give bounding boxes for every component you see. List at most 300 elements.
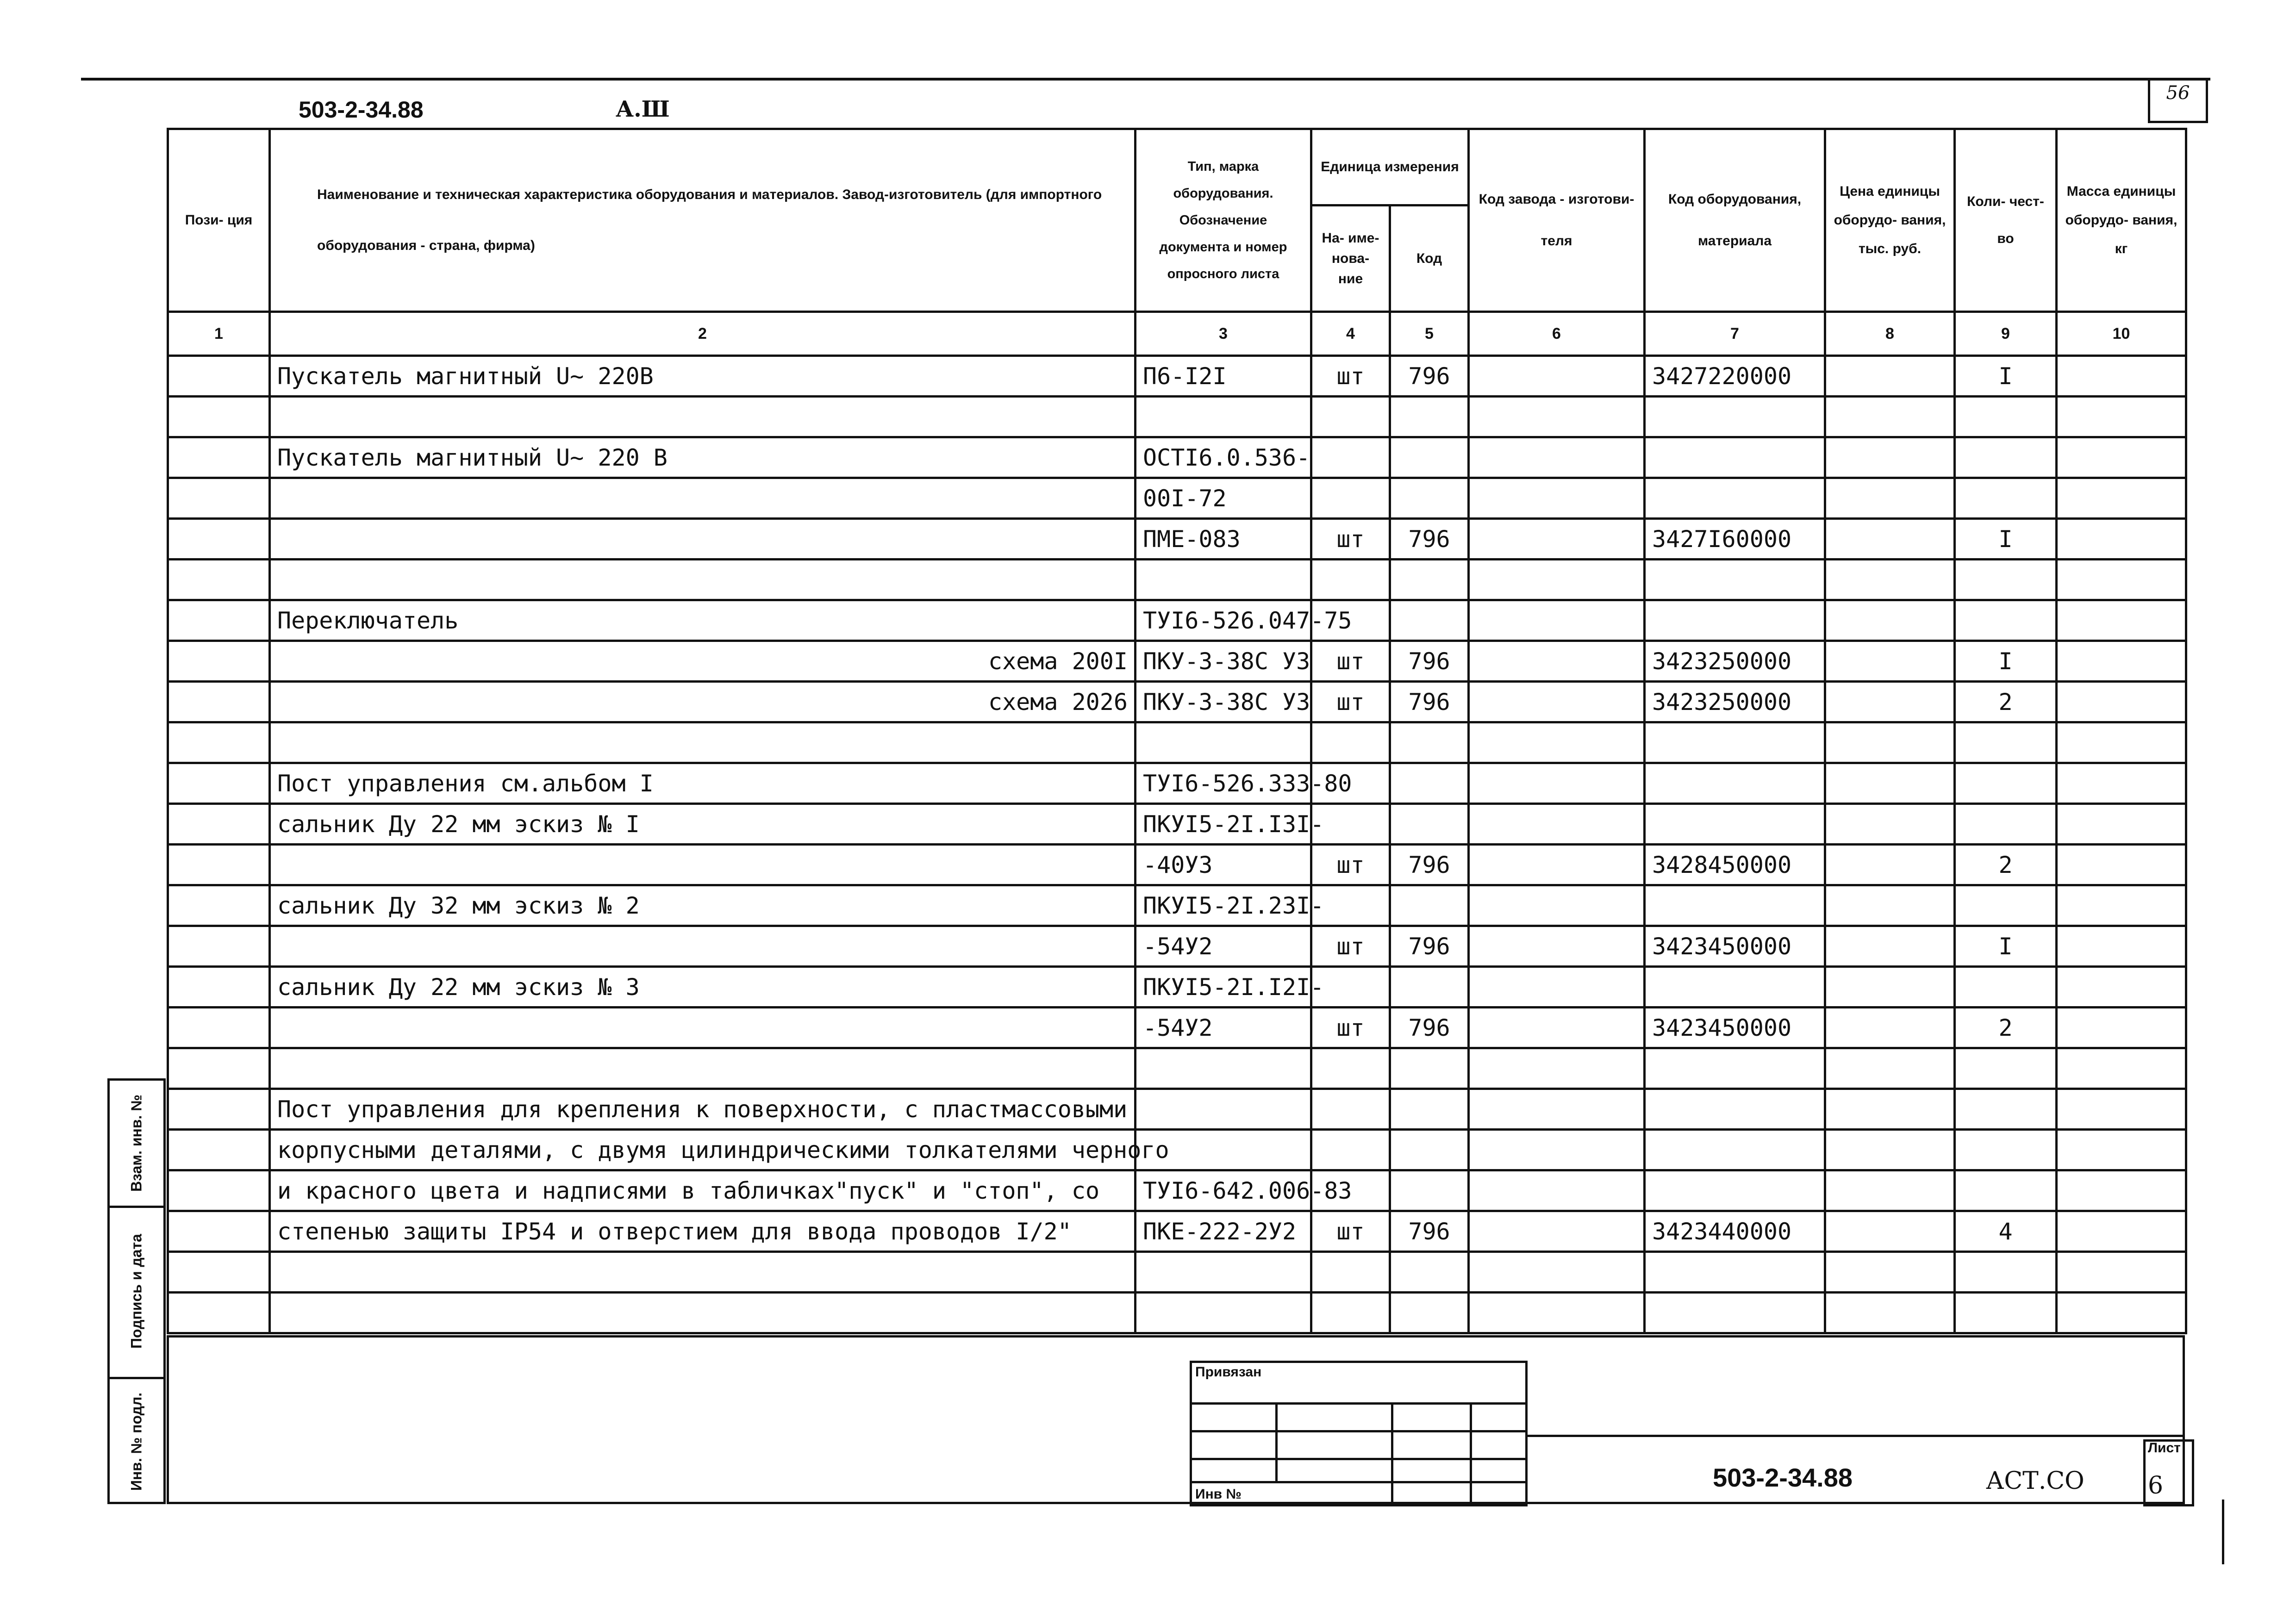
cell-factory-code [1469, 1293, 1645, 1333]
sheet-value: 6 [2148, 1472, 2164, 1500]
table-row [168, 1170, 2186, 1211]
cell-equipment-code: 3423250000 [1645, 641, 1825, 682]
cell-type [1136, 560, 1311, 600]
cell-position [168, 1293, 270, 1333]
cell-factory-code [1469, 560, 1645, 600]
cell-factory-code [1469, 356, 1645, 397]
cell-equipment-code [1645, 1170, 1825, 1211]
cell-name: Переключатель [270, 600, 1136, 641]
cell-quantity: 2 [1955, 845, 2057, 885]
table-row [168, 356, 2186, 397]
header-doc-code: 503-2-34.88 [299, 97, 424, 123]
cell-position [168, 926, 270, 967]
header-price: Цена единицы оборудо- вания, тыс. руб. [1825, 129, 1955, 312]
cell-quantity [1955, 478, 2057, 519]
margin-sign-date-label: Подпись и дата [128, 1234, 145, 1349]
margin-replaced-label: Взам. инв. № [128, 1095, 145, 1192]
cell-factory-code [1469, 437, 1645, 478]
cell-mass [2057, 845, 2186, 885]
cell-unit-code [1390, 397, 1469, 437]
cell-equipment-code [1645, 1089, 1825, 1130]
header-unit-name: На- име- нова- ние [1311, 205, 1390, 312]
cell-factory-code [1469, 926, 1645, 967]
cell-unit-code [1390, 1130, 1469, 1170]
cell-mass [2057, 600, 2186, 641]
table-row [168, 845, 2186, 885]
cell-quantity [1955, 885, 2057, 926]
margin-divider [110, 1377, 163, 1379]
header-unit-group: Единица измерения [1311, 129, 1469, 205]
table-row [168, 478, 2186, 519]
cell-price [1825, 804, 1955, 845]
inv-number-label: Инв № [1195, 1487, 1242, 1502]
cell-unit-code [1390, 763, 1469, 804]
margin-inv-orig-label: Инв. № подл. [128, 1392, 145, 1491]
cell-name [270, 1048, 1136, 1089]
cell-quantity: I [1955, 926, 2057, 967]
attached-stamp [1190, 1361, 1528, 1506]
table-row [168, 804, 2186, 845]
cell-unit: шт [1311, 519, 1390, 560]
cell-name [270, 926, 1136, 967]
cell-unit [1311, 1048, 1390, 1089]
cell-unit-code: 796 [1390, 641, 1469, 682]
header-row-1 [168, 129, 2186, 205]
header-mass: Масса единицы оборудо- вания, кг [2057, 129, 2186, 312]
cell-type: ТУI6-526.333-80 [1136, 763, 1311, 804]
cell-mass [2057, 926, 2186, 967]
table-row [168, 1008, 2186, 1048]
table-row [168, 1130, 2186, 1170]
cell-mass [2057, 763, 2186, 804]
cell-mass [2057, 1008, 2186, 1048]
table-row [168, 1252, 2186, 1293]
cell-name: Пускатель магнитный U~ 220В [270, 356, 1136, 397]
cell-equipment-code [1645, 560, 1825, 600]
stamp-line [1190, 1402, 1528, 1405]
top-border-line [81, 78, 2210, 81]
scan-mark [2222, 1500, 2224, 1564]
cell-position [168, 641, 270, 682]
cell-name [270, 722, 1136, 763]
cell-unit-code: 796 [1390, 1211, 1469, 1252]
cell-equipment-code [1645, 885, 1825, 926]
cell-quantity [1955, 1048, 2057, 1089]
cell-type: 00I-72 [1136, 478, 1311, 519]
cell-price [1825, 437, 1955, 478]
cell-price [1825, 478, 1955, 519]
cell-mass [2057, 397, 2186, 437]
table-row [168, 519, 2186, 560]
cell-position [168, 682, 270, 722]
cell-equipment-code [1645, 763, 1825, 804]
stamp-line [1470, 1402, 1472, 1506]
header-unit-code: Код [1390, 205, 1469, 312]
column-number: 10 [2057, 312, 2186, 356]
cell-price [1825, 519, 1955, 560]
cell-position [168, 967, 270, 1008]
table-row [168, 885, 2186, 926]
cell-type: ПКУI5-2I.23I- [1136, 885, 1311, 926]
cell-quantity: 4 [1955, 1211, 2057, 1252]
cell-unit [1311, 1293, 1390, 1333]
cell-equipment-code [1645, 600, 1825, 641]
cell-unit-code [1390, 967, 1469, 1008]
cell-mass [2057, 1170, 2186, 1211]
cell-position [168, 600, 270, 641]
table-row [168, 967, 2186, 1008]
cell-unit-code [1390, 478, 1469, 519]
header-album: А.Ш [616, 96, 670, 122]
cell-unit-code [1390, 1048, 1469, 1089]
cell-equipment-code [1645, 437, 1825, 478]
cell-position [168, 1089, 270, 1130]
cell-name: сальник Ду 22 мм эскиз № I [270, 804, 1136, 845]
cell-price [1825, 356, 1955, 397]
table-row [168, 682, 2186, 722]
cell-factory-code [1469, 1252, 1645, 1293]
cell-factory-code [1469, 682, 1645, 722]
cell-price [1825, 641, 1955, 682]
cell-price [1825, 1170, 1955, 1211]
cell-position [168, 763, 270, 804]
column-number: 2 [270, 312, 1136, 356]
cell-equipment-code [1645, 722, 1825, 763]
cell-type: ПМЕ-083 [1136, 519, 1311, 560]
cell-name [270, 1293, 1136, 1333]
cell-unit-code: 796 [1390, 682, 1469, 722]
cell-quantity [1955, 722, 2057, 763]
cell-quantity [1955, 804, 2057, 845]
cell-price [1825, 1130, 1955, 1170]
cell-price [1825, 1293, 1955, 1333]
cell-unit [1311, 1130, 1390, 1170]
bottom-frame [167, 1335, 2185, 1504]
cell-quantity: I [1955, 641, 2057, 682]
cell-name: сальник Ду 22 мм эскиз № 3 [270, 967, 1136, 1008]
cell-mass [2057, 478, 2186, 519]
title-doc-type: АСТ.СО [1986, 1467, 2084, 1495]
stamp-line [1391, 1402, 1393, 1506]
stamp-line [1275, 1402, 1278, 1481]
column-number: 5 [1390, 312, 1469, 356]
sheet-label: Лист [2148, 1440, 2181, 1456]
cell-mass [2057, 437, 2186, 478]
cell-unit: шт [1311, 926, 1390, 967]
cell-mass [2057, 560, 2186, 600]
cell-equipment-code [1645, 1252, 1825, 1293]
cell-factory-code [1469, 478, 1645, 519]
cell-position [168, 560, 270, 600]
cell-position [168, 1170, 270, 1211]
cell-unit [1311, 722, 1390, 763]
column-number: 4 [1311, 312, 1390, 356]
cell-factory-code [1469, 1008, 1645, 1048]
cell-type: ПКУI5-2I.I3I- [1136, 804, 1311, 845]
cell-equipment-code: 3427220000 [1645, 356, 1825, 397]
cell-type: -54У2 [1136, 1008, 1311, 1048]
cell-unit-code: 796 [1390, 1008, 1469, 1048]
cell-position [168, 845, 270, 885]
header-name: Наименование и техническая характеристика оборудования и материалов. Завод-изготовитель (для импортного оборудования - страна, фирма) [270, 129, 1136, 312]
cell-unit: шт [1311, 1211, 1390, 1252]
cell-equipment-code [1645, 1293, 1825, 1333]
sheet-number: 56 [2166, 82, 2190, 104]
table-row [168, 600, 2186, 641]
cell-mass [2057, 641, 2186, 682]
cell-name [270, 1252, 1136, 1293]
column-number: 7 [1645, 312, 1825, 356]
cell-position [168, 1130, 270, 1170]
cell-name [270, 845, 1136, 885]
cell-name: схема 2026 [270, 682, 1136, 722]
cell-factory-code [1469, 804, 1645, 845]
cell-name [270, 397, 1136, 437]
cell-equipment-code: 3427I60000 [1645, 519, 1825, 560]
cell-equipment-code [1645, 397, 1825, 437]
margin-divider [110, 1206, 163, 1208]
cell-mass [2057, 1130, 2186, 1170]
cell-factory-code [1469, 1089, 1645, 1130]
cell-unit-code [1390, 560, 1469, 600]
header-equipment-code: Код оборудования, материала [1645, 129, 1825, 312]
cell-mass [2057, 682, 2186, 722]
cell-mass [2057, 1048, 2186, 1089]
cell-quantity [1955, 967, 2057, 1008]
cell-price [1825, 560, 1955, 600]
cell-unit-code [1390, 1293, 1469, 1333]
cell-equipment-code [1645, 1130, 1825, 1170]
cell-factory-code [1469, 885, 1645, 926]
specification-body [168, 356, 2186, 1333]
cell-factory-code [1469, 641, 1645, 682]
cell-quantity [1955, 397, 2057, 437]
table-row [168, 560, 2186, 600]
cell-position [168, 804, 270, 845]
cell-unit [1311, 1089, 1390, 1130]
column-number: 1 [168, 312, 270, 356]
cell-type [1136, 1293, 1311, 1333]
cell-type: -40У3 [1136, 845, 1311, 885]
cell-equipment-code: 3428450000 [1645, 845, 1825, 885]
cell-unit [1311, 1252, 1390, 1293]
cell-factory-code [1469, 1211, 1645, 1252]
cell-name [270, 519, 1136, 560]
cell-price [1825, 967, 1955, 1008]
cell-factory-code [1469, 519, 1645, 560]
cell-equipment-code: 3423450000 [1645, 926, 1825, 967]
cell-name: и красного цвета и надписями в табличках"пуск" и "стоп", со [270, 1170, 1136, 1211]
cell-equipment-code [1645, 1048, 1825, 1089]
cell-type: П6-I2I [1136, 356, 1311, 397]
cell-position [168, 437, 270, 478]
cell-factory-code [1469, 763, 1645, 804]
cell-type: ПКЕ-222-2У2 [1136, 1211, 1311, 1252]
table-row [168, 763, 2186, 804]
stamp-line [1190, 1430, 1528, 1432]
cell-position [168, 1048, 270, 1089]
header-position: Пози- ция [168, 129, 270, 312]
cell-quantity: I [1955, 519, 2057, 560]
cell-unit [1311, 478, 1390, 519]
cell-unit-code [1390, 885, 1469, 926]
cell-unit-code [1390, 1252, 1469, 1293]
cell-unit-code [1390, 437, 1469, 478]
cell-type [1136, 1048, 1311, 1089]
cell-name: Пост управления для крепления к поверхности, с пластмассовыми [270, 1089, 1136, 1130]
column-number: 9 [1955, 312, 2057, 356]
cell-unit [1311, 397, 1390, 437]
cell-unit: шт [1311, 845, 1390, 885]
table-row [168, 722, 2186, 763]
cell-type [1136, 1252, 1311, 1293]
cell-equipment-code [1645, 478, 1825, 519]
cell-position [168, 478, 270, 519]
column-number: 6 [1469, 312, 1645, 356]
cell-price [1825, 885, 1955, 926]
cell-quantity [1955, 1089, 2057, 1130]
cell-price [1825, 1089, 1955, 1130]
cell-name [270, 1008, 1136, 1048]
cell-unit-code [1390, 600, 1469, 641]
cell-mass [2057, 356, 2186, 397]
cell-price [1825, 682, 1955, 722]
table-row [168, 1089, 2186, 1130]
cell-type: ПКУ-3-38С У3 [1136, 641, 1311, 682]
cell-mass [2057, 1293, 2186, 1333]
specification-table [167, 128, 2187, 1334]
cell-position [168, 519, 270, 560]
cell-factory-code [1469, 1130, 1645, 1170]
column-number: 8 [1825, 312, 1955, 356]
cell-price [1825, 763, 1955, 804]
margin-stamp-panel [107, 1078, 166, 1504]
cell-unit-code: 796 [1390, 845, 1469, 885]
cell-mass [2057, 967, 2186, 1008]
cell-type [1136, 397, 1311, 437]
cell-mass [2057, 519, 2186, 560]
cell-name: схема 200I [270, 641, 1136, 682]
cell-price [1825, 600, 1955, 641]
cell-name: корпусными деталями, с двумя цилиндрическими толкателями черного [270, 1130, 1136, 1170]
header-quantity: Коли- чест- во [1955, 129, 2057, 312]
cell-unit [1311, 437, 1390, 478]
cell-quantity [1955, 560, 2057, 600]
cell-unit-code [1390, 1170, 1469, 1211]
cell-quantity [1955, 600, 2057, 641]
cell-factory-code [1469, 845, 1645, 885]
cell-factory-code [1469, 1170, 1645, 1211]
column-number: 3 [1136, 312, 1311, 356]
cell-mass [2057, 1252, 2186, 1293]
cell-quantity [1955, 437, 2057, 478]
cell-unit-code: 796 [1390, 519, 1469, 560]
cell-quantity [1955, 1252, 2057, 1293]
cell-mass [2057, 1211, 2186, 1252]
cell-factory-code [1469, 722, 1645, 763]
cell-unit: шт [1311, 1008, 1390, 1048]
cell-unit: шт [1311, 356, 1390, 397]
cell-price [1825, 845, 1955, 885]
cell-price [1825, 397, 1955, 437]
cell-name: степенью защиты IP54 и отверстием для ввода проводов I/2" [270, 1211, 1136, 1252]
cell-equipment-code: 3423450000 [1645, 1008, 1825, 1048]
cell-type: ПКУI5-2I.I2I- [1136, 967, 1311, 1008]
cell-position [168, 722, 270, 763]
stamp-line [1190, 1481, 1528, 1483]
cell-equipment-code: 3423250000 [1645, 682, 1825, 722]
cell-position [168, 885, 270, 926]
cell-mass [2057, 722, 2186, 763]
cell-type: -54У2 [1136, 926, 1311, 967]
cell-position [168, 397, 270, 437]
cell-name: Пост управления см.альбом I [270, 763, 1136, 804]
cell-type: ОСТI6.0.536- [1136, 437, 1311, 478]
cell-position [168, 1008, 270, 1048]
stamp-line [1190, 1458, 1528, 1460]
table-row [168, 926, 2186, 967]
title-doc-code: 503-2-34.88 [1713, 1463, 1853, 1492]
table-row [168, 641, 2186, 682]
cell-unit: шт [1311, 682, 1390, 722]
cell-unit-code [1390, 1089, 1469, 1130]
cell-quantity: 2 [1955, 1008, 2057, 1048]
cell-equipment-code: 3423440000 [1645, 1211, 1825, 1252]
cell-type: ПКУ-3-38С У3 [1136, 682, 1311, 722]
table-row [168, 1211, 2186, 1252]
cell-equipment-code [1645, 967, 1825, 1008]
table-row [168, 437, 2186, 478]
cell-unit-code [1390, 804, 1469, 845]
cell-type [1136, 1089, 1311, 1130]
cell-unit: шт [1311, 641, 1390, 682]
cell-quantity [1955, 1130, 2057, 1170]
cell-mass [2057, 1089, 2186, 1130]
cell-unit [1311, 560, 1390, 600]
header-factory-code: Код завода - изготови- теля [1469, 129, 1645, 312]
cell-price [1825, 722, 1955, 763]
cell-price [1825, 926, 1955, 967]
cell-type: ТУI6-526.047-75 [1136, 600, 1311, 641]
column-numbers-row [168, 312, 2186, 356]
cell-name: сальник Ду 32 мм эскиз № 2 [270, 885, 1136, 926]
attached-label: Привязан [1195, 1364, 1262, 1380]
cell-quantity: I [1955, 356, 2057, 397]
cell-position [168, 1211, 270, 1252]
cell-quantity [1955, 1293, 2057, 1333]
cell-factory-code [1469, 600, 1645, 641]
cell-name [270, 478, 1136, 519]
cell-quantity [1955, 1170, 2057, 1211]
cell-quantity [1955, 763, 2057, 804]
title-block-line [1528, 1435, 2185, 1437]
table-row [168, 397, 2186, 437]
cell-factory-code [1469, 397, 1645, 437]
cell-factory-code [1469, 1048, 1645, 1089]
cell-equipment-code [1645, 804, 1825, 845]
cell-unit-code: 796 [1390, 926, 1469, 967]
cell-type [1136, 722, 1311, 763]
cell-unit-code: 796 [1390, 356, 1469, 397]
cell-quantity: 2 [1955, 682, 2057, 722]
cell-price [1825, 1211, 1955, 1252]
cell-unit-code [1390, 722, 1469, 763]
cell-mass [2057, 804, 2186, 845]
header-type: Тип, марка оборудования. Обозначение документа и номер опросного листа [1136, 129, 1311, 312]
cell-type: ТУI6-642.006-83 [1136, 1170, 1311, 1211]
cell-position [168, 1252, 270, 1293]
table-row [168, 1293, 2186, 1333]
